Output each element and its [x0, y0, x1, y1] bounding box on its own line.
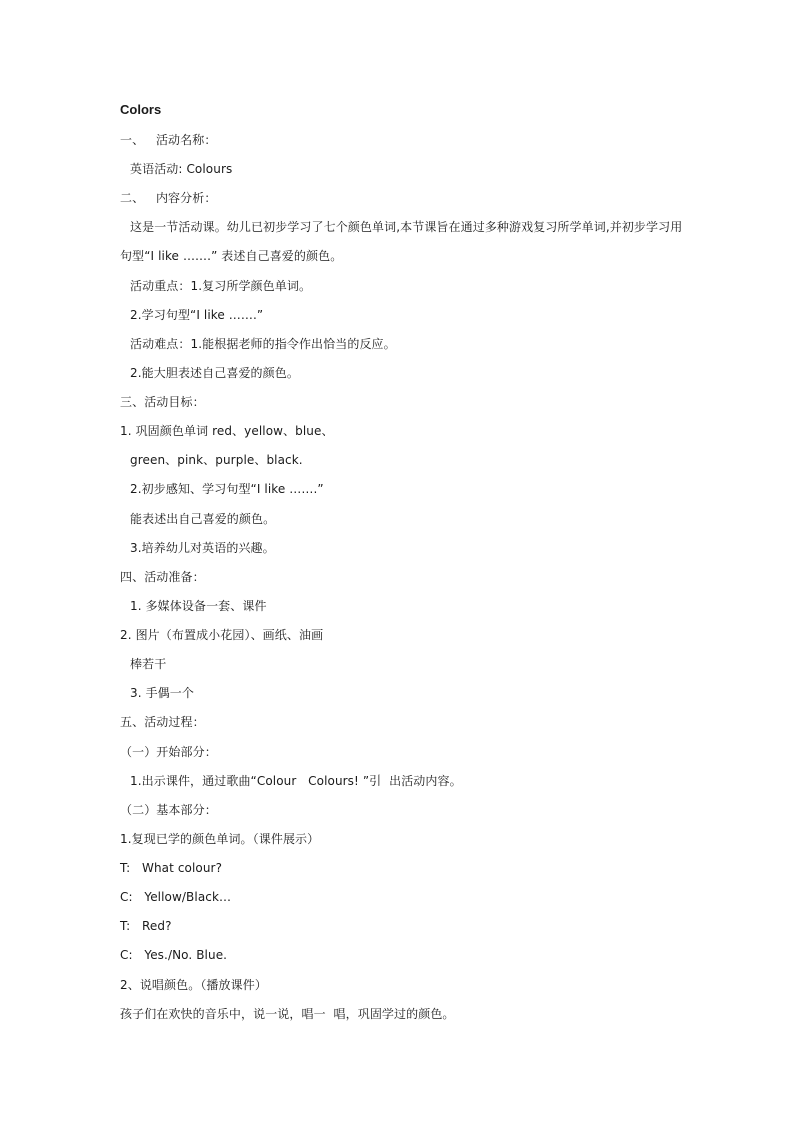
preparation-line: 棒若干 [130, 657, 167, 671]
dialogue-line: T: Red? [120, 919, 172, 933]
preparation-line: 2. 图片（布置成小花园）、画纸、油画 [120, 628, 324, 642]
section-heading-goals: 三、活动目标： [120, 395, 205, 409]
section-heading-activity-name: 一、 活动名称： [120, 133, 217, 147]
section-heading-preparation: 四、活动准备： [120, 570, 205, 584]
activity-name-text: 英语活动: Colours [130, 162, 233, 176]
difficulty-line: 2.能大胆表述自己喜爱的颜色。 [130, 366, 299, 380]
goal-line: 2.初步感知、学习句型“I like …….” [130, 482, 324, 496]
goal-line: 3.培养幼儿对英语的兴趣。 [130, 541, 275, 555]
key-point-line: 活动重点：1.复习所学颜色单词。 [130, 279, 312, 293]
subsection-heading-start: （一）开始部分： [120, 745, 217, 759]
paragraph-line: 这是一节活动课。幼儿已初步学习了七个颜色单词,本节课旨在通过多种游戏复习所学单词,并初步学习用 [130, 220, 683, 234]
goal-line: green、pink、purple、black. [130, 453, 303, 467]
preparation-line: 3. 手偶一个 [130, 686, 194, 700]
dialogue-line: C: Yes./No. Blue. [120, 948, 228, 962]
difficulty-line: 活动难点：1.能根据老师的指令作出恰当的反应。 [130, 337, 396, 351]
paragraph-line: 句型“I like …….” 表述自己喜爱的颜色。 [120, 249, 343, 263]
process-line: 1.出示课件，通过歌曲“Colour Colours! ”引 出活动内容。 [130, 774, 462, 788]
process-line: 1.复现已学的颜色单词。（课件展示） [120, 832, 320, 846]
dialogue-line: C: Yellow/Black… [120, 890, 232, 904]
subsection-heading-basic: （二）基本部分： [120, 803, 217, 817]
section-heading-content-analysis: 二、 内容分析： [120, 191, 217, 205]
dialogue-line: T: What colour? [120, 861, 223, 875]
key-point-line: 2.学习句型“I like …….” [130, 308, 264, 322]
document-title: Colors [120, 102, 162, 117]
section-heading-process: 五、活动过程： [120, 715, 205, 729]
goal-line: 1. 巩固颜色单词 red、yellow、blue、 [120, 424, 334, 438]
process-line: 孩子们在欢快的音乐中，说一说，唱一 唱，巩固学过的颜色。 [120, 1007, 455, 1021]
goal-line: 能表述出自己喜爱的颜色。 [130, 512, 276, 526]
preparation-line: 1. 多媒体设备一套、课件 [130, 599, 267, 613]
process-line: 2、说唱颜色。（播放课件） [120, 978, 267, 992]
